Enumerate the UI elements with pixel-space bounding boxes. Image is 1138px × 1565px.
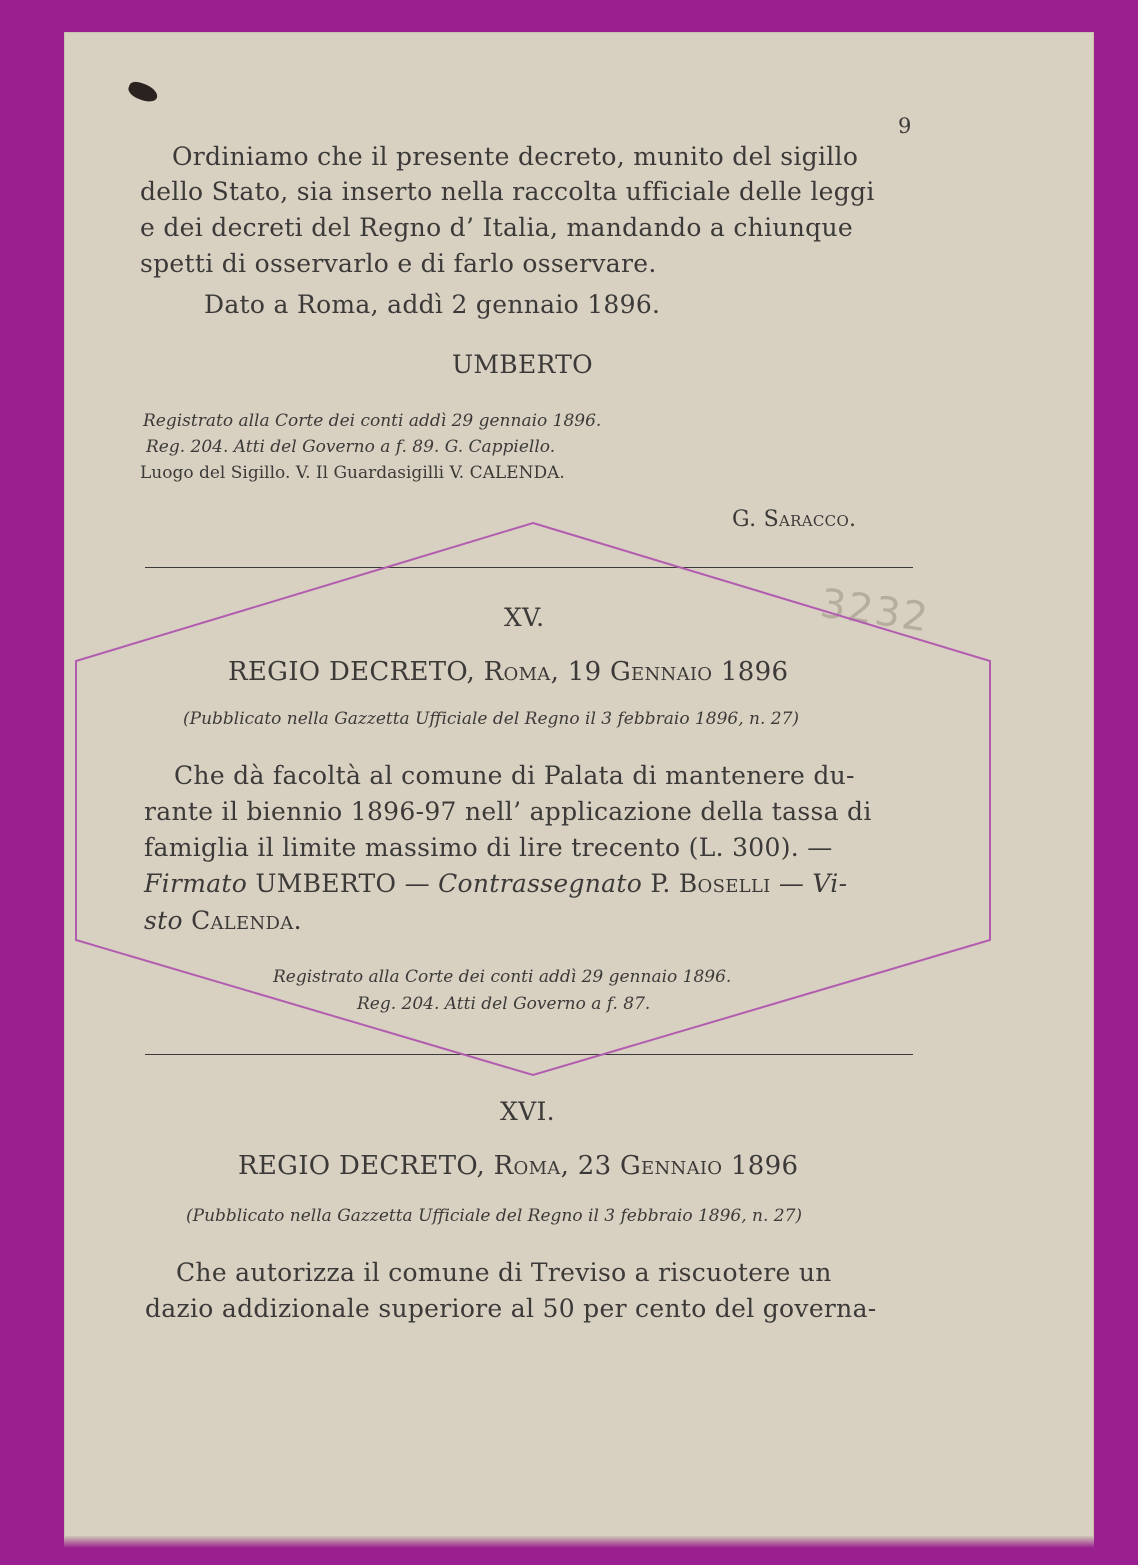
- visto-name: Calenda.: [191, 906, 302, 935]
- countersigned-prefix: — Contrassegnato: [404, 869, 643, 898]
- decree-xv-registration-1: Registrato alla Corte dei conti addì 29 gennaio 1896.: [273, 967, 732, 987]
- decree-xvi-place-date: Roma, 23 Gennaio 1896: [493, 1151, 799, 1181]
- decree-xvi-heading: [238, 1151, 798, 1181]
- paper-edge: [64, 1536, 1094, 1548]
- decree-xv-registration-2: Reg. 204. Atti del Governo a f. 87.: [357, 994, 651, 1014]
- decree-xv-place-date: Roma, 19 Gennaio 1896: [483, 657, 789, 687]
- decree-xv-text-1: Che dà facoltà al comune di Palata di mantenere du-: [174, 761, 855, 790]
- visto-cont: sto: [144, 906, 183, 935]
- date-line: Dato a Roma, addì 2 gennaio 1896.: [204, 290, 661, 319]
- signed-name: UMBERTO: [255, 869, 397, 898]
- decree-xv-signatures: [144, 869, 847, 898]
- signed-prefix: Firmato: [144, 869, 248, 898]
- pencil-annotation: 3232: [817, 580, 933, 642]
- preamble-line-2: dello Stato, sia inserto nella raccolta ufficiale delle leggi: [140, 177, 875, 206]
- decree-xv-visto: [144, 906, 302, 935]
- divider-1: [145, 567, 913, 568]
- decree-xv-title: REGIO DECRETO,: [228, 657, 476, 687]
- preamble-line-3: e dei decreti del Regno d’ Italia, mandando a chiunque: [140, 213, 853, 242]
- visto-prefix: — Vi-: [778, 869, 848, 898]
- divider-2: [145, 1054, 913, 1055]
- decree-xv-number: XV.: [504, 603, 545, 632]
- decree-xvi-published: (Pubblicato nella Gazzetta Ufficiale del Regno il 3 febbraio 1896, n. 27): [186, 1206, 803, 1226]
- countersigned-name: P. Boselli: [650, 869, 771, 898]
- page-number: 9: [898, 114, 912, 138]
- registration-line-1: Registrato alla Corte dei conti addì 29 gennaio 1896.: [143, 411, 602, 431]
- registration-line-2: Reg. 204. Atti del Governo a f. 89. G. Cappiello.: [146, 437, 556, 457]
- decree-xv-text-2: rante il biennio 1896-97 nell’ applicazione della tassa di: [144, 797, 872, 826]
- registration-line-3: Luogo del Sigillo. V. Il Guardasigilli V. CALENDA.: [140, 463, 565, 483]
- preamble-line-1: Ordiniamo che il presente decreto, munito del sigillo: [172, 142, 859, 171]
- decree-xvi-title: REGIO DECRETO,: [238, 1151, 486, 1181]
- signature-umberto: UMBERTO: [452, 350, 593, 379]
- decree-xvi-text-2: dazio addizionale superiore al 50 per cento del governa-: [145, 1294, 877, 1323]
- decree-xv-published: (Pubblicato nella Gazzetta Ufficiale del Regno il 3 febbraio 1896, n. 27): [183, 709, 800, 729]
- decree-xv-text-3: famiglia il limite massimo di lire trecento (L. 300). —: [144, 833, 833, 862]
- decree-xvi-number: XVI.: [500, 1097, 555, 1126]
- countersign-saracco: G. Saracco.: [732, 507, 857, 532]
- decree-xv-heading: [228, 657, 788, 687]
- preamble-line-4: spetti di osservarlo e di farlo osservare.: [140, 249, 657, 278]
- decree-xvi-text-1: Che autorizza il comune di Treviso a riscuotere un: [176, 1258, 832, 1287]
